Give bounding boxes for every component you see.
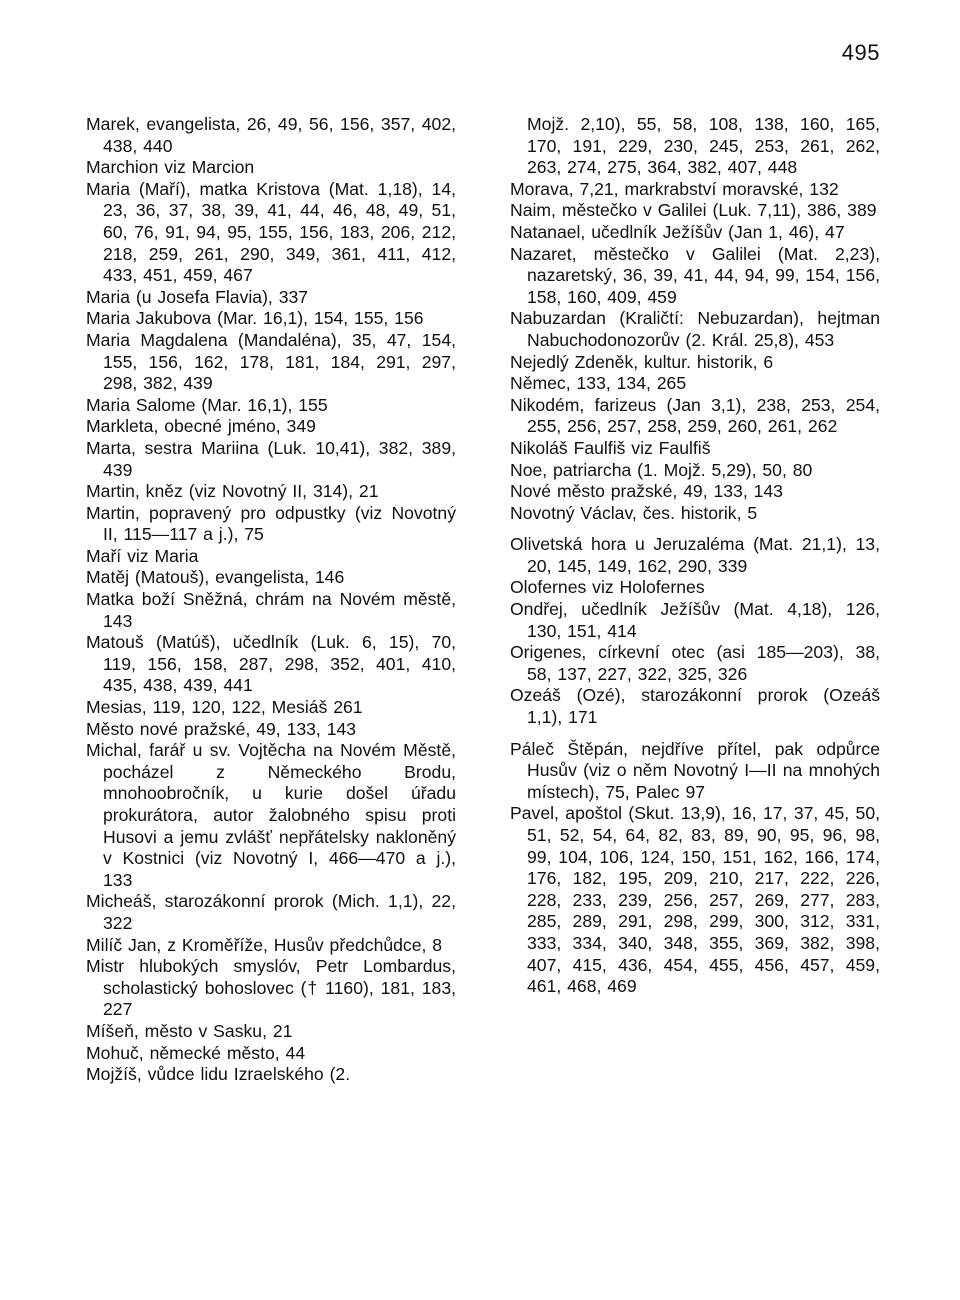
index-entry: Ondřej, učedlník Ježíšův (Mat. 4,18), 126, 130, 151, 414 [510, 599, 880, 641]
index-entry: Ozeáš (Ozé), starozákonní prorok (Ozeáš 1,1), 171 [510, 685, 880, 728]
index-entry: Maria Salome (Mar. 16,1), 155 [86, 394, 328, 415]
letter-group-gap [510, 524, 880, 534]
index-entry: Němec, 133, 134, 265 [510, 373, 687, 394]
index-entry: Maria Magdalena (Mandaléna), 35, 47, 154, 155, 156, 162, 178, 181, 184, 291, 297, 298, 382, 439 [86, 329, 456, 394]
index-column-right [510, 114, 880, 998]
index-entry: Natanael, učedlník Ježíšův (Jan 1, 46), 47 [510, 221, 845, 242]
index-entry: Micheáš, starozákonní prorok (Mich. 1,1), 22, 322 [86, 891, 456, 933]
index-entry: Matěj (Matouš), evangelista, 146 [86, 567, 345, 588]
index-entry: Milíč Jan, z Kroměříže, Husův předchůdce, 8 [86, 934, 443, 955]
index-entry: Město nové pražské, 49, 133, 143 [86, 718, 357, 739]
index-entry: Nikodém, farizeus (Jan 3,1), 238, 253, 254, 255, 256, 257, 258, 259, 260, 261, 262 [510, 394, 880, 437]
index-entry: Mistr hlubokých smyslóv, Petr Lombardus, scholastický bohoslovec († 1160), 181, 183, 227 [86, 956, 456, 1020]
index-entry: Maří viz Maria [86, 545, 199, 566]
index-entry: Maria (Maří), matka Kristova (Mat. 1,18), 14, 23, 36, 37, 38, 39, 41, 44, 46, 48, 49, 51, 60, 76, 91, 94, 95, 155, 156, 183, 206, 212, 218, 259, 261, 290, 349, 361, 411, 412, 433, 451, 459, 467 [86, 178, 456, 286]
index-entry: Origenes, církevní otec (asi 185—203), 38, 58, 137, 227, 322, 325, 326 [510, 642, 880, 684]
index-column-left [86, 114, 456, 1086]
index-entry: Mohuč, německé město, 44 [86, 1042, 306, 1063]
letter-group-gap [510, 729, 880, 739]
index-entry: Matka boží Sněžná, chrám na Novém městě, 143 [86, 589, 456, 631]
page-number: 495 [841, 40, 880, 65]
index-entry: Maria (u Josefa Flavia), 337 [86, 286, 309, 307]
index-entry: Noe, patriarcha (1. Mojž. 5,29), 50, 80 [510, 459, 813, 480]
index-entry: Morava, 7,21, markrabství moravské, 132 [510, 178, 839, 199]
index-entry: Míšeň, město v Sasku, 21 [86, 1020, 293, 1041]
index-entry: Marchion viz Marcion [86, 157, 255, 178]
index-entry-continuation: Mojž. 2,10), 55, 58, 108, 138, 160, 165, 170, 191, 229, 230, 245, 253, 261, 262, 263, 274, 275, 364, 382, 407, 448 [527, 114, 880, 178]
index-entry: Maria Jakubova (Mar. 16,1), 154, 155, 156 [86, 308, 424, 329]
index-entry: Olivetská hora u Jeruzaléma (Mat. 21,1), 13, 20, 145, 149, 162, 290, 339 [510, 534, 880, 576]
index-entry: Nejedlý Zdeněk, kultur. historik, 6 [510, 351, 774, 372]
index-entry: Nabuzardan (Kraličtí: Nebuzardan), hejtman Nabuchodonozorův (2. Král. 25,8), 453 [510, 308, 880, 350]
index-entry: Nikoláš Faulfiš viz Faulfiš [510, 437, 711, 458]
index-entry: Mojžíš, vůdce lidu Izraelského (2. [86, 1064, 351, 1085]
index-entry: Michal, farář u sv. Vojtěcha na Novém Městě, pocházel z Německého Brodu, mnohoobročník, u kurie došel úřadu prokurátora, autor žalobného spisu proti Husovi a jemu zvlášť nepřátelsky nakloněný v Kostnici (viz Novotný I, 466—470 a j.), 133 [86, 740, 456, 890]
index-entry: Marek, evangelista, 26, 49, 56, 156, 357, 402, 438, 440 [86, 114, 456, 156]
index-entry: Páleč Štěpán, nejdříve přítel, pak odpůrce Husův (viz o něm Novotný I—II na mnohých místech), 75, Palec 97 [510, 738, 880, 802]
index-entry: Nazaret, městečko v Galilei (Mat. 2,23), nazaretský, 36, 39, 41, 44, 94, 99, 154, 156, 158, 160, 409, 459 [510, 243, 880, 307]
index-entry: Pavel, apoštol (Skut. 13,9), 16, 17, 37, 45, 50, 51, 52, 54, 64, 82, 83, 89, 90, 95, 96, 98, 99, 104, 106, 124, 150, 151, 162, 166, 174, 176, 182, 195, 209, 210, 217, 222, 226, 228, 233, 239, 256, 257, 269, 277, 283, 285, 289, 291, 298, 299, 300, 312, 331, 333, 334, 340, 348, 355, 369, 382, 398, 407, 415, 436, 454, 455, 456, 457, 459, 461, 468, 469 [510, 803, 880, 997]
index-entry: Novotný Václav, čes. historik, 5 [510, 502, 758, 523]
index-entry: Matouš (Matúš), učedlník (Luk. 6, 15), 70, 119, 156, 158, 287, 298, 352, 401, 410, 435, 438, 439, 441 [86, 632, 456, 696]
index-entry: Markleta, obecné jméno, 349 [86, 416, 316, 437]
index-entry: Mesias, 119, 120, 122, Mesiáš 261 [86, 697, 363, 718]
index-entry: Martin, kněz (viz Novotný II, 314), 21 [86, 481, 379, 502]
index-entry: Marta, sestra Mariina (Luk. 10,41), 382, 389, 439 [86, 437, 456, 480]
index-entry: Naim, městečko v Galilei (Luk. 7,11), 386, 389 [510, 200, 877, 221]
index-entry: Nové město pražské, 49, 133, 143 [510, 481, 783, 502]
index-entry: Olofernes viz Holofernes [510, 577, 705, 598]
index-entry: Martin, popravený pro odpustky (viz Novotný II, 115—117 a j.), 75 [86, 502, 456, 545]
